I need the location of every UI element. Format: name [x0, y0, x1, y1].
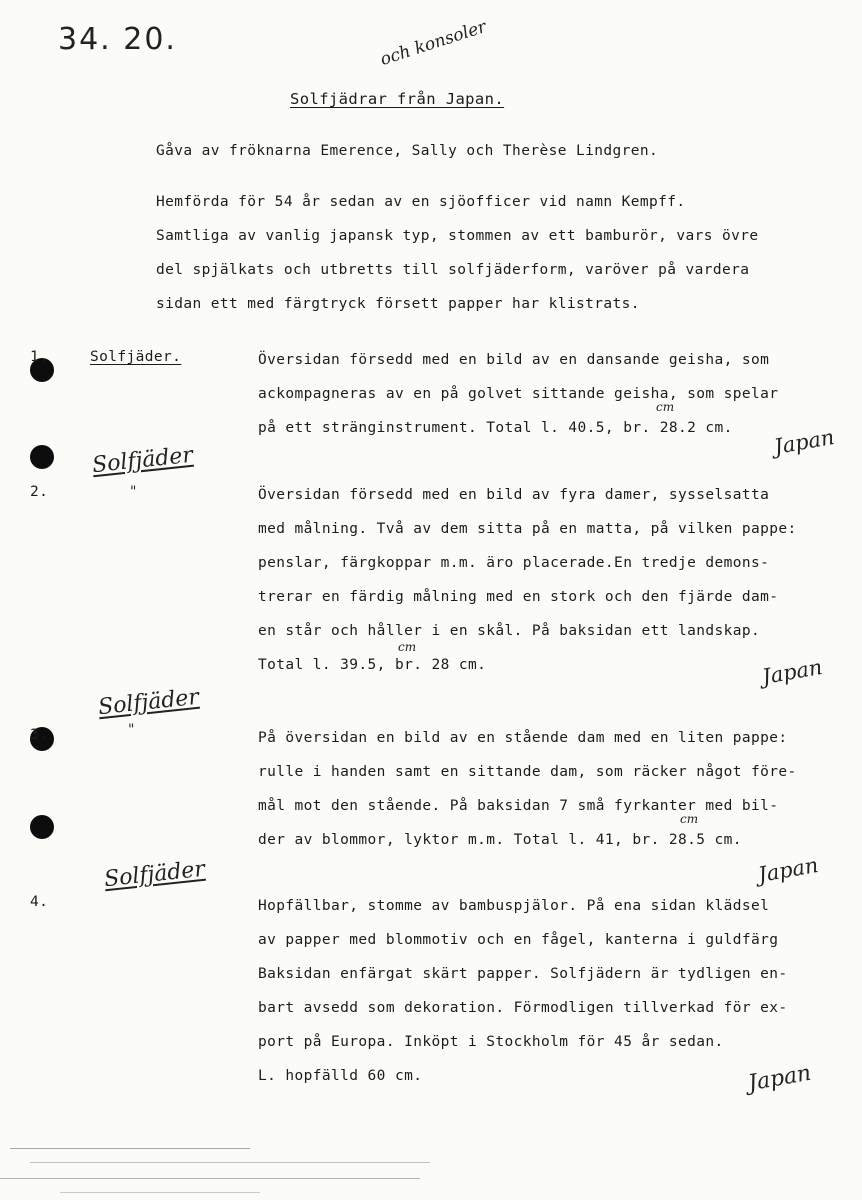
document-title: Solfjädrar från Japan. — [290, 90, 505, 108]
entry-line: av papper med blommotiv och en fågel, kanterna i guldfärg — [258, 932, 779, 948]
entry-line: L. hopfälld 60 cm. — [258, 1068, 423, 1084]
intro-line: Hemförda för 54 år sedan av en sjöofficer vid namn Kempff. — [156, 194, 686, 210]
margin-note-cm: cm — [398, 640, 417, 654]
ditto-mark: " — [128, 722, 135, 738]
entry-line: Baksidan enfärgat skärt papper. Solfjädern är tydligen en- — [258, 966, 788, 982]
origin-note: Japan — [772, 424, 837, 460]
scan-noise-line — [30, 1162, 430, 1163]
punch-hole — [30, 445, 54, 469]
entry-label: Solfjäder. — [90, 349, 182, 365]
entry-line: port på Europa. Inköpt i Stockholm för 45 år sedan. — [258, 1034, 724, 1050]
entry-line: trerar en färdig målning med en stork och den fjärde dam- — [258, 589, 779, 605]
entry-line: Översidan försedd med en bild av fyra damer, sysselsatta — [258, 487, 770, 503]
origin-note: Japan — [760, 654, 825, 690]
entry-line: mål mot den stående. På baksidan 7 små fyrkanter med bil- — [258, 798, 779, 814]
entry-line: Översidan försedd med en bild av en dansande geisha, som — [258, 352, 770, 368]
scan-noise-line — [10, 1148, 250, 1149]
entry-line: der av blommor, lyktor m.m. Total l. 41, br. 28.5 cm. — [258, 832, 742, 848]
ditto-mark: " — [130, 484, 137, 500]
entry-line: penslar, färgkoppar m.m. äro placerade.En tredje demons- — [258, 555, 770, 571]
title-insertion: och konsoler — [377, 16, 489, 70]
entry-line: bart avsedd som dekoration. Förmodligen tillverkad för ex- — [258, 1000, 788, 1016]
margin-note-cm: cm — [680, 812, 699, 826]
entry-line: Total l. 39.5, br. 28 cm. — [258, 657, 487, 673]
entry-line: en står och håller i en skål. På baksidan ett landskap. — [258, 623, 761, 639]
origin-note: Japan — [756, 852, 821, 888]
entry-line: rulle i handen samt en sittande dam, som räcker något före- — [258, 764, 797, 780]
scan-noise-line — [0, 1178, 420, 1179]
donor-line: Gåva av fröknarna Emerence, Sally och Therèse Lindgren. — [156, 143, 659, 159]
intro-line: del spjälkats och utbretts till solfjäderform, varöver på vardera — [156, 262, 750, 278]
entry-line: Hopfällbar, stomme av bambuspjälor. På ena sidan klädsel — [258, 898, 770, 914]
page-number: 34. 20. — [58, 22, 177, 57]
entry-number: 4. — [30, 894, 49, 910]
entry-number: 3. — [30, 727, 49, 743]
scan-noise-line — [60, 1192, 260, 1193]
entry-label-handwritten: Solfjäder — [102, 856, 207, 893]
entry-line: ackompagneras av en på golvet sittande geisha, som spelar — [258, 386, 779, 402]
entry-number: 2. — [30, 484, 49, 500]
intro-line: Samtliga av vanlig japansk typ, stommen av ett bamburör, vars övre — [156, 228, 759, 244]
punch-hole — [30, 815, 54, 839]
entry-line: På översidan en bild av en stående dam med en liten pappe: — [258, 730, 788, 746]
intro-line: sidan ett med färgtryck försett papper har klistrats. — [156, 296, 640, 312]
entry-line: på ett stränginstrument. Total l. 40.5, br. 28.2 cm. — [258, 420, 733, 436]
origin-note: Japan — [746, 1060, 814, 1097]
entry-label-handwritten: Solfjäder — [96, 684, 201, 721]
margin-note-cm: cm — [656, 400, 675, 414]
entry-line: med målning. Två av dem sitta på en matta, på vilken pappe: — [258, 521, 797, 537]
entry-label-handwritten: Solfjäder — [90, 442, 195, 479]
entry-number: 1. — [30, 349, 49, 365]
